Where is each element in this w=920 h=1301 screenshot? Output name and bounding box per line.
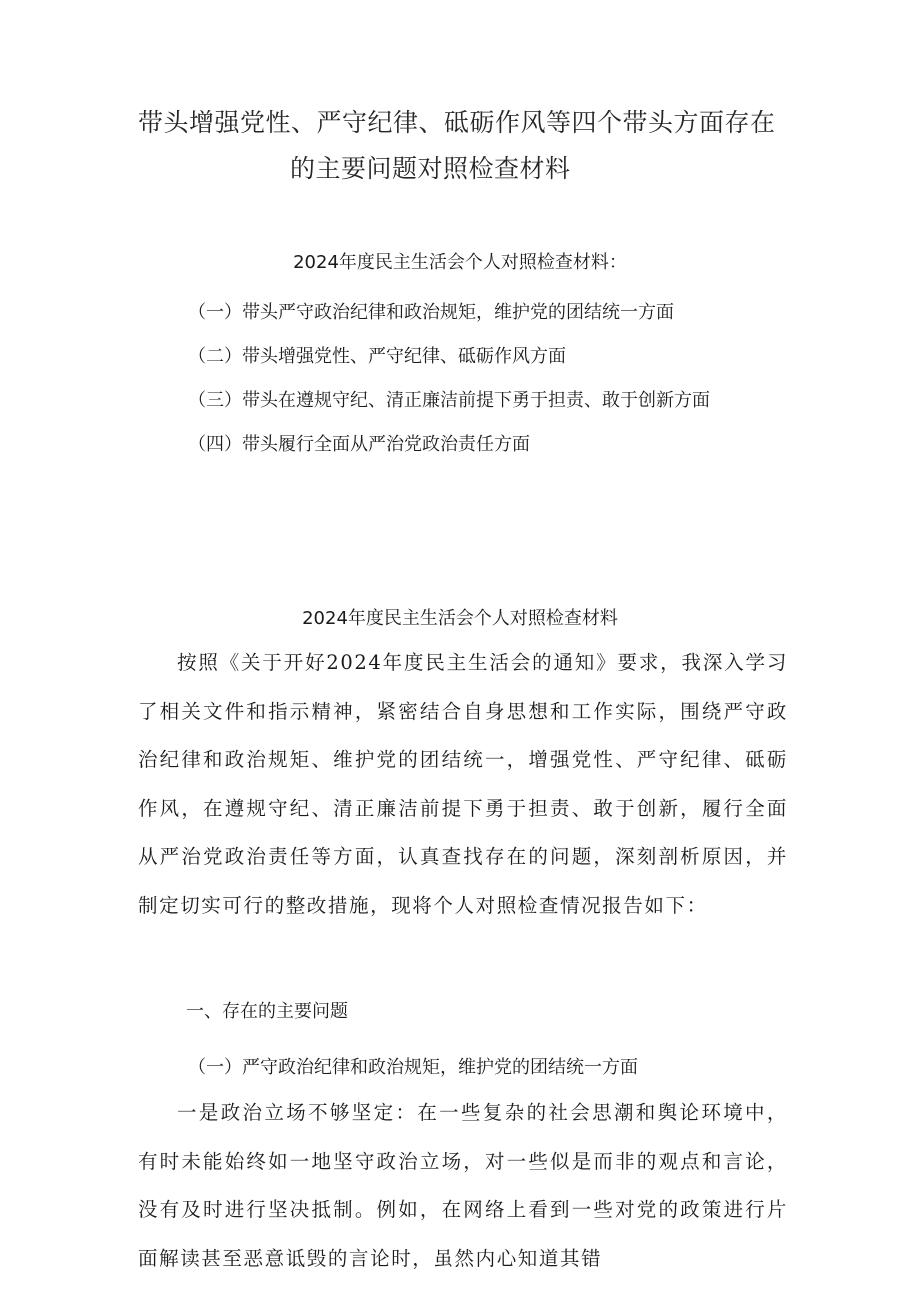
summary-item: （四）带头履行全面从严治党政治责任方面 xyxy=(188,434,530,455)
summary-item: （一）带头严守政治纪律和政治规矩，维护党的团结统一方面 xyxy=(188,302,674,323)
item-one-paragraph: 一是政治立场不够坚定：在一些复杂的社会思潮和舆论环境中，有时未能始终如一地坚守政治立场，对一些似是而非的观点和言论，没有及时进行坚决抵制。例如，在网络上看到一些对党的政策进行片面解读甚至恶意诋毁的言论时，虽然内心知道其错 xyxy=(138,1101,788,1270)
document-title xyxy=(130,100,790,192)
sub-heading: （一）严守政治纪律和政治规矩，维护党的团结统一方面 xyxy=(188,1057,638,1078)
title-line-1: 带头增强党性、严守纪律、砥砺作风等四个带头方面存在 xyxy=(138,108,776,137)
summary-list xyxy=(188,298,848,474)
title-line-2: 的主要问题对照检查材料 xyxy=(290,154,571,183)
intro-paragraph: 按照《关于开好2024年度民主生活会的通知》要求，我深入学习了相关文件和指示精神，紧密结合自身思想和工作实际，围绕严守政治纪律和政治规矩、维护党的团结统一，增强党性、严守纪律、砥砺作风，在遵规守纪、清正廉洁前提下勇于担责、敢于创新，履行全面从严治党政治责任等方面，认真查找存在的问题，深刻剖析原因，并制定切实可行的整改措施，现将个人对照检查情况报告如下： xyxy=(138,651,788,917)
summary-heading: 2024年度民主生活会个人对照检查材料： xyxy=(293,252,627,273)
document-heading: 2024年度民主生活会个人对照检查材料 xyxy=(302,608,618,629)
section-heading: 一、存在的主要问题 xyxy=(186,1001,348,1022)
summary-item: （二）带头增强党性、严守纪律、砥砺作风方面 xyxy=(188,346,566,367)
summary-item: （三）带头在遵规守纪、清正廉洁前提下勇于担责、敢于创新方面 xyxy=(188,390,710,411)
